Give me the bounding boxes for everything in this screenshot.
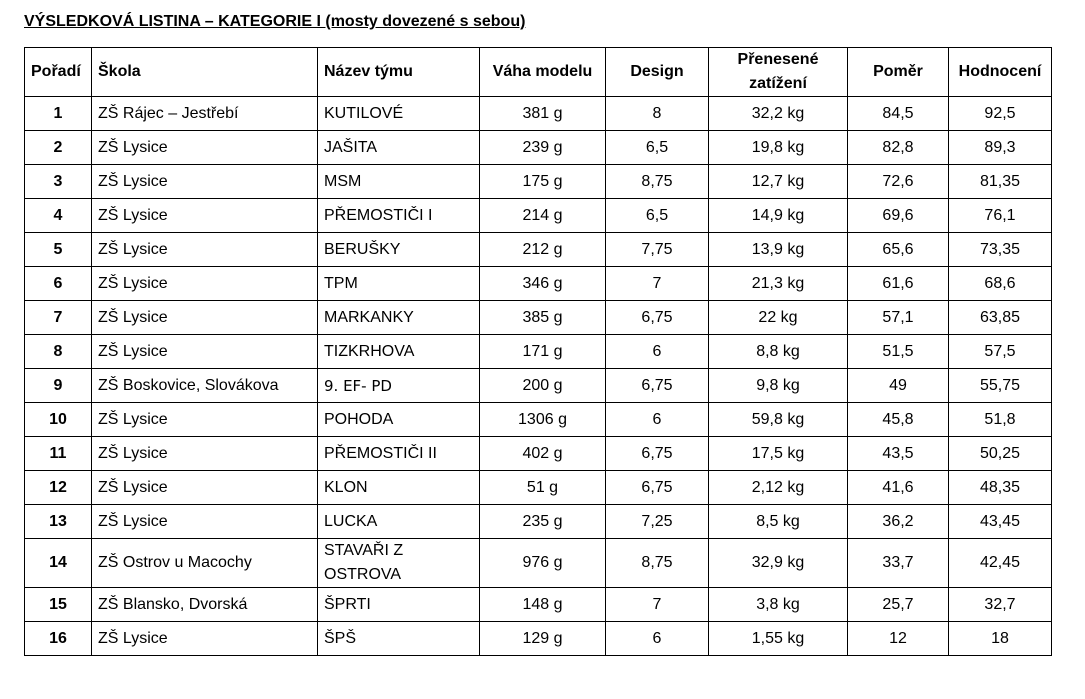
- weight-cell: 214 g: [480, 199, 606, 233]
- ratio-cell: 65,6: [848, 233, 949, 267]
- design-cell: 6,75: [606, 369, 709, 403]
- ratio-cell: 36,2: [848, 505, 949, 539]
- score-cell: 50,25: [949, 437, 1052, 471]
- team-cell: TPM: [318, 267, 480, 301]
- table-row: [25, 335, 1052, 369]
- column-header-ratio: Poměr: [848, 48, 949, 97]
- team-cell: PŘEMOSTIČI I: [318, 199, 480, 233]
- score-cell: 51,8: [949, 403, 1052, 437]
- column-header-rank: Pořadí: [25, 48, 92, 97]
- score-cell: 63,85: [949, 301, 1052, 335]
- school-cell: ZŠ Lysice: [92, 471, 318, 505]
- school-cell: ZŠ Lysice: [92, 335, 318, 369]
- ratio-cell: 25,7: [848, 588, 949, 622]
- design-cell: 6,5: [606, 131, 709, 165]
- design-cell: 8: [606, 97, 709, 131]
- design-cell: 8,75: [606, 539, 709, 588]
- weight-cell: 381 g: [480, 97, 606, 131]
- design-cell: 7: [606, 588, 709, 622]
- weight-cell: 1306 g: [480, 403, 606, 437]
- team-cell: POHODA: [318, 403, 480, 437]
- table-row: [25, 369, 1052, 403]
- score-cell: 57,5: [949, 335, 1052, 369]
- column-header-team: Název týmu: [318, 48, 480, 97]
- weight-cell: 51 g: [480, 471, 606, 505]
- rank-cell: 12: [25, 471, 92, 505]
- school-cell: ZŠ Blansko, Dvorská: [92, 588, 318, 622]
- score-cell: 76,1: [949, 199, 1052, 233]
- weight-cell: 212 g: [480, 233, 606, 267]
- school-cell: ZŠ Boskovice, Slovákova: [92, 369, 318, 403]
- score-cell: 55,75: [949, 369, 1052, 403]
- score-cell: 42,45: [949, 539, 1052, 588]
- design-cell: 6,5: [606, 199, 709, 233]
- table-row: [25, 505, 1052, 539]
- load-cell: 19,8 kg: [709, 131, 848, 165]
- weight-cell: 171 g: [480, 335, 606, 369]
- load-cell: 9,8 kg: [709, 369, 848, 403]
- load-cell: 3,8 kg: [709, 588, 848, 622]
- design-cell: 8,75: [606, 165, 709, 199]
- rank-cell: 15: [25, 588, 92, 622]
- team-cell: ŠPŠ: [318, 622, 480, 656]
- school-cell: ZŠ Lysice: [92, 233, 318, 267]
- score-cell: 92,5: [949, 97, 1052, 131]
- ratio-cell: 57,1: [848, 301, 949, 335]
- design-cell: 7: [606, 267, 709, 301]
- ratio-cell: 84,5: [848, 97, 949, 131]
- score-cell: 68,6: [949, 267, 1052, 301]
- school-cell: ZŠ Ostrov u Macochy: [92, 539, 318, 588]
- team-cell: LUCKA: [318, 505, 480, 539]
- table-row: [25, 233, 1052, 267]
- ratio-cell: 41,6: [848, 471, 949, 505]
- design-cell: 7,25: [606, 505, 709, 539]
- school-cell: ZŠ Lysice: [92, 403, 318, 437]
- design-cell: 6: [606, 335, 709, 369]
- header-row: [25, 48, 1052, 97]
- school-cell: ZŠ Lysice: [92, 165, 318, 199]
- school-cell: ZŠ Lysice: [92, 437, 318, 471]
- table-row: [25, 588, 1052, 622]
- load-cell: 32,2 kg: [709, 97, 848, 131]
- team-cell: TIZKRHOVA: [318, 335, 480, 369]
- load-cell: 13,9 kg: [709, 233, 848, 267]
- ratio-cell: 51,5: [848, 335, 949, 369]
- rank-cell: 6: [25, 267, 92, 301]
- team-cell: ŠPRTI: [318, 588, 480, 622]
- table-row: [25, 301, 1052, 335]
- ratio-cell: 69,6: [848, 199, 949, 233]
- rank-cell: 8: [25, 335, 92, 369]
- team-cell: STAVAŘI Z OSTROVA: [318, 539, 480, 588]
- ratio-cell: 49: [848, 369, 949, 403]
- school-cell: ZŠ Lysice: [92, 301, 318, 335]
- table-row: [25, 97, 1052, 131]
- table-row: [25, 437, 1052, 471]
- weight-cell: 402 g: [480, 437, 606, 471]
- rank-cell: 13: [25, 505, 92, 539]
- rank-cell: 11: [25, 437, 92, 471]
- school-cell: ZŠ Lysice: [92, 131, 318, 165]
- school-cell: ZŠ Lysice: [92, 505, 318, 539]
- school-cell: ZŠ Rájec – Jestřebí: [92, 97, 318, 131]
- design-cell: 6: [606, 403, 709, 437]
- team-cell: KUTILOVÉ: [318, 97, 480, 131]
- load-cell: 8,8 kg: [709, 335, 848, 369]
- column-header-design: Design: [606, 48, 709, 97]
- table-row: [25, 622, 1052, 656]
- team-cell: PŘEMOSTIČI II: [318, 437, 480, 471]
- results-table: [24, 47, 1052, 656]
- score-cell: 43,45: [949, 505, 1052, 539]
- score-cell: 18: [949, 622, 1052, 656]
- table-row: [25, 199, 1052, 233]
- weight-cell: 235 g: [480, 505, 606, 539]
- table-row: [25, 165, 1052, 199]
- load-cell: 8,5 kg: [709, 505, 848, 539]
- load-cell: 21,3 kg: [709, 267, 848, 301]
- weight-cell: 148 g: [480, 588, 606, 622]
- rank-cell: 7: [25, 301, 92, 335]
- weight-cell: 385 g: [480, 301, 606, 335]
- column-header-score: Hodnocení: [949, 48, 1052, 97]
- team-cell: BERUŠKY: [318, 233, 480, 267]
- rank-cell: 4: [25, 199, 92, 233]
- design-cell: 6,75: [606, 437, 709, 471]
- rank-cell: 1: [25, 97, 92, 131]
- ratio-cell: 43,5: [848, 437, 949, 471]
- weight-cell: 200 g: [480, 369, 606, 403]
- column-header-load: Přenesené zatížení: [709, 48, 848, 97]
- ratio-cell: 82,8: [848, 131, 949, 165]
- table-row: [25, 267, 1052, 301]
- ratio-cell: 45,8: [848, 403, 949, 437]
- rank-cell: 10: [25, 403, 92, 437]
- team-cell: MSM: [318, 165, 480, 199]
- team-cell: 9. EF- PD: [318, 369, 480, 403]
- weight-cell: 346 g: [480, 267, 606, 301]
- load-cell: 1,55 kg: [709, 622, 848, 656]
- load-cell: 17,5 kg: [709, 437, 848, 471]
- weight-cell: 129 g: [480, 622, 606, 656]
- column-header-weight: Váha modelu: [480, 48, 606, 97]
- rank-cell: 3: [25, 165, 92, 199]
- rank-cell: 9: [25, 369, 92, 403]
- table-row: [25, 471, 1052, 505]
- school-cell: ZŠ Lysice: [92, 622, 318, 656]
- score-cell: 89,3: [949, 131, 1052, 165]
- design-cell: 7,75: [606, 233, 709, 267]
- weight-cell: 976 g: [480, 539, 606, 588]
- team-cell: MARKANKY: [318, 301, 480, 335]
- weight-cell: 175 g: [480, 165, 606, 199]
- design-cell: 6,75: [606, 471, 709, 505]
- load-cell: 2,12 kg: [709, 471, 848, 505]
- load-cell: 32,9 kg: [709, 539, 848, 588]
- weight-cell: 239 g: [480, 131, 606, 165]
- score-cell: 73,35: [949, 233, 1052, 267]
- rank-cell: 14: [25, 539, 92, 588]
- load-cell: 14,9 kg: [709, 199, 848, 233]
- ratio-cell: 72,6: [848, 165, 949, 199]
- score-cell: 48,35: [949, 471, 1052, 505]
- rank-cell: 5: [25, 233, 92, 267]
- ratio-cell: 33,7: [848, 539, 949, 588]
- load-cell: 59,8 kg: [709, 403, 848, 437]
- design-cell: 6: [606, 622, 709, 656]
- page-title: VÝSLEDKOVÁ LISTINA – KATEGORIE I (mosty dovezené s sebou): [24, 13, 526, 30]
- design-cell: 6,75: [606, 301, 709, 335]
- column-header-school: Škola: [92, 48, 318, 97]
- ratio-cell: 12: [848, 622, 949, 656]
- table-row: [25, 131, 1052, 165]
- table-row: [25, 403, 1052, 437]
- load-cell: 12,7 kg: [709, 165, 848, 199]
- team-cell: JAŠITA: [318, 131, 480, 165]
- load-cell: 22 kg: [709, 301, 848, 335]
- score-cell: 81,35: [949, 165, 1052, 199]
- rank-cell: 16: [25, 622, 92, 656]
- team-cell: KLON: [318, 471, 480, 505]
- ratio-cell: 61,6: [848, 267, 949, 301]
- rank-cell: 2: [25, 131, 92, 165]
- score-cell: 32,7: [949, 588, 1052, 622]
- school-cell: ZŠ Lysice: [92, 199, 318, 233]
- school-cell: ZŠ Lysice: [92, 267, 318, 301]
- table-row: [25, 539, 1052, 588]
